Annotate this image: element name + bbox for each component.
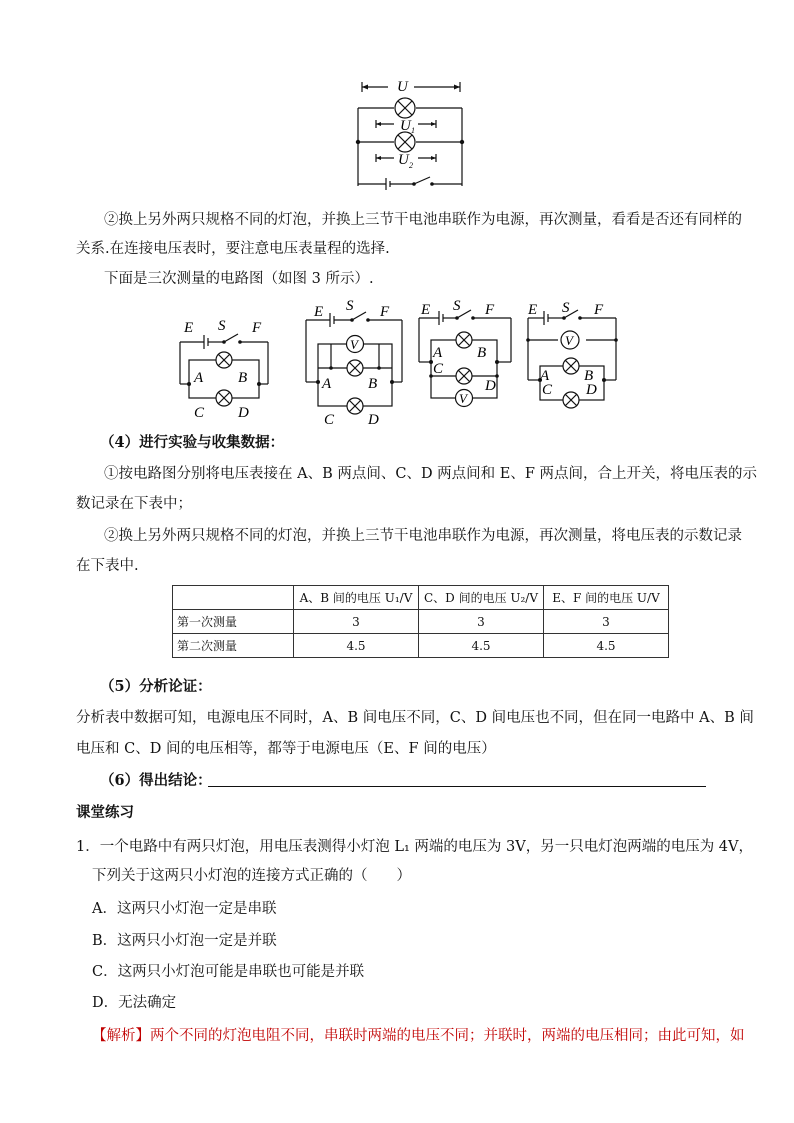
q1-line1: 1．一个电路中有两只灯泡，用电压表测得小灯泡 L₁ 两端的电压为 3V，另一只电灯泡两端的电压为 4V， xyxy=(76,839,753,855)
label-b: B xyxy=(238,370,248,386)
option-d: D．无法确定 xyxy=(92,995,177,1011)
label-e: E xyxy=(184,320,194,336)
step2-line1: ②换上另外两只规格不同的灯泡，并换上三节干电池串联作为电源，再次测量，看看是否还有同样的 xyxy=(104,212,742,228)
label-s: S xyxy=(453,298,461,314)
label-s: S xyxy=(346,300,354,314)
label-e: E xyxy=(421,302,431,318)
table-cell: 4.5 xyxy=(294,634,419,658)
label-s: S xyxy=(218,318,226,334)
label-d: D xyxy=(238,405,249,421)
voltmeter-v: V xyxy=(565,333,573,348)
label-e: E xyxy=(528,302,538,318)
label-c: C xyxy=(433,361,444,377)
conclusion-blank-line[interactable] xyxy=(208,786,706,787)
circuit-diagram-2 xyxy=(300,300,408,428)
classroom-title: 课堂练习 xyxy=(76,804,134,821)
table-header-cell: E、F 间的电压 U/V xyxy=(544,586,669,610)
circuit-diagram-4 xyxy=(522,296,622,414)
label-f: F xyxy=(380,304,390,320)
label-f: F xyxy=(252,320,262,336)
label-c: C xyxy=(194,405,205,421)
label-b: B xyxy=(477,345,487,361)
table-row xyxy=(173,634,669,658)
label-u: U xyxy=(397,79,408,95)
section5-title: （5）分析论证： xyxy=(100,678,212,695)
table-header-cell xyxy=(173,586,294,610)
s4-p2-line1: ②换上另外两只规格不同的灯泡，并换上三节干电池串联作为电源，再次测量，将电压表的示数记录 xyxy=(104,528,742,544)
s5-line2: 电压和 C、D 间的电压相等，都等于电源电压（E、F 间的电压） xyxy=(76,741,496,757)
voltmeter-v: V xyxy=(459,391,467,406)
label-f: F xyxy=(594,302,604,318)
s4-p1-line2: 数记录在下表中； xyxy=(76,496,192,512)
section4-title: （4）进行实验与收集数据： xyxy=(100,434,285,451)
circuit-diagram-1 xyxy=(176,316,274,422)
figure3-caption: 下面是三次测量的电路图（如图 3 所示）. xyxy=(104,271,374,287)
label-b: B xyxy=(368,376,378,392)
table-cell: 第二次测量 xyxy=(173,634,294,658)
label-c: C xyxy=(324,412,335,428)
label-a: A xyxy=(433,345,443,361)
analysis-tag: 【解析】 xyxy=(92,1028,150,1044)
label-f: F xyxy=(485,302,495,318)
label-a: A xyxy=(540,368,550,384)
s4-p1-line1: ①按电路图分别将电压表接在 A、B 两点间、C、D 两点间和 E、F 两点间，合上开关，将电压表的示 xyxy=(104,466,758,482)
label-b: B xyxy=(584,368,594,384)
table-cell: 3 xyxy=(419,610,544,634)
label-d: D xyxy=(485,378,496,394)
analysis-text: 两个不同的灯泡电阻不同，串联时两端的电压不同；并联时，两端的电压相同；由此可知，如 xyxy=(150,1028,745,1044)
q1-line2: 下列关于这两只小灯泡的连接方式正确的（ ） xyxy=(92,868,411,884)
voltage-table xyxy=(172,585,669,658)
parallel-circuit-figure xyxy=(350,78,470,190)
section6-title: （6）得出结论： xyxy=(100,772,212,789)
table-header-cell: A、B 间的电压 U₁/V xyxy=(294,586,419,610)
label-s: S xyxy=(562,300,570,316)
analysis-line xyxy=(92,1026,745,1046)
circuit-diagram-3 xyxy=(413,298,517,416)
table-cell: 4.5 xyxy=(544,634,669,658)
option-c: C．这两只小灯泡可能是串联也可能是并联 xyxy=(92,964,365,980)
table-header-row xyxy=(173,586,669,610)
option-a: A．这两只小灯泡一定是串联 xyxy=(92,901,277,917)
label-a: A xyxy=(322,376,332,392)
label-d: D xyxy=(368,412,379,428)
table-header-cell: C、D 间的电压 U₂/V xyxy=(419,586,544,610)
label-c: C xyxy=(542,382,553,398)
label-u1-sub: 1 xyxy=(411,126,415,135)
table-cell: 第一次测量 xyxy=(173,610,294,634)
table-cell: 3 xyxy=(544,610,669,634)
label-a: A xyxy=(194,370,204,386)
label-e: E xyxy=(314,304,324,320)
table-cell: 3 xyxy=(294,610,419,634)
label-d: D xyxy=(586,382,597,398)
voltmeter-v: V xyxy=(350,337,358,352)
option-b: B．这两只小灯泡一定是并联 xyxy=(92,933,277,949)
label-u2-sub: 2 xyxy=(409,161,413,170)
s5-line1: 分析表中数据可知，电源电压不同时，A、B 间电压不同，C、D 间电压也不同，但在同一电路中 A、B 间 xyxy=(76,710,754,726)
label-u2: U xyxy=(398,152,409,168)
table-cell: 4.5 xyxy=(419,634,544,658)
label-u1: U xyxy=(400,118,411,134)
step2-line2: 关系.在连接电压表时，要注意电压表量程的选择. xyxy=(76,241,390,257)
s4-p2-line2: 在下表中. xyxy=(76,558,139,574)
table-row xyxy=(173,610,669,634)
